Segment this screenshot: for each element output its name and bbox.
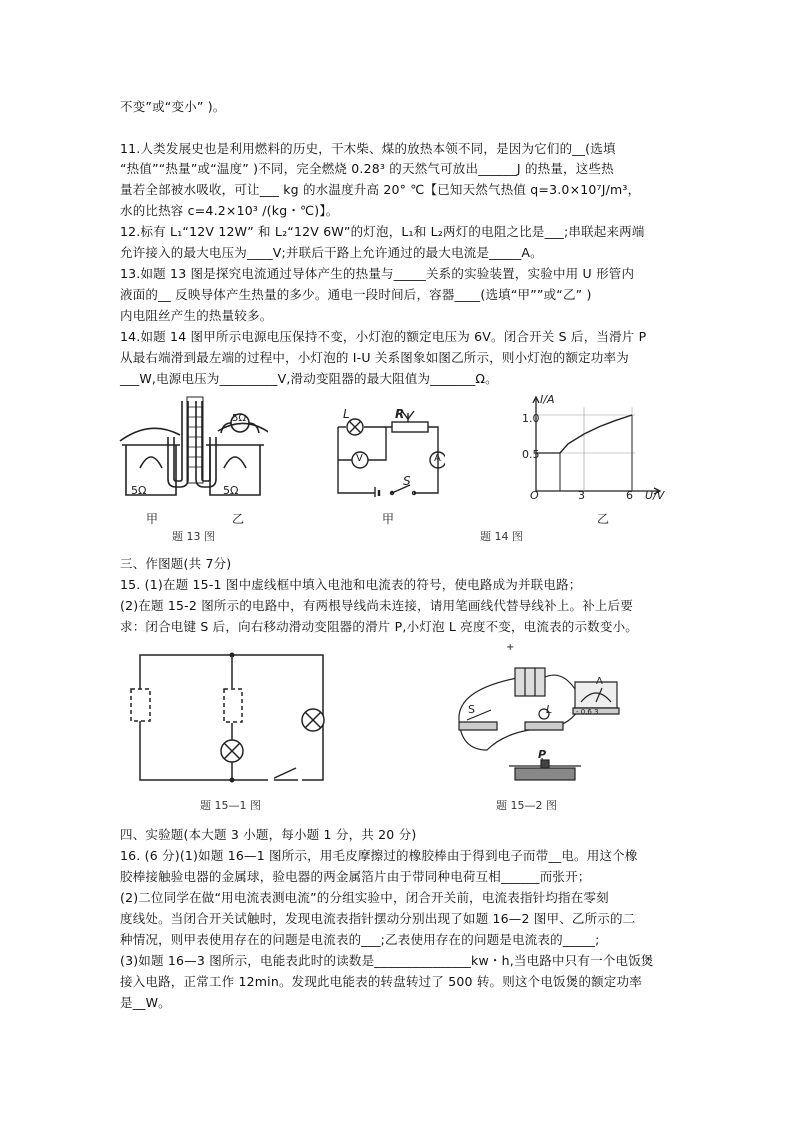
fig15-1-caption: 题 15—1 图 [200, 799, 261, 812]
question-16-line-5: 种情况，则甲表使用存在的问题是电流表的___;乙表使用存在的问题是电流表的_____; [120, 932, 600, 947]
fig15-2-label-S: S [468, 703, 475, 716]
fig15-2-meter-scale: - 0.6 3 [576, 708, 599, 716]
question-16-line-2: 胶棒接触验电器的金属球，验电器的两金属箔片由于带同种电荷互相______而张开； [120, 869, 591, 884]
question-12-line-1: 12.标有 L₁“12V 12W” 和 L₂“12V 6W”的灯泡，L₁和 L₂两灯的电阻之比是___;串联起来两端 [120, 224, 645, 239]
fig14-x-tick-3: 3 [578, 489, 585, 502]
fig13-resistor-outer-label: 5Ω [232, 413, 247, 424]
fig13-resistor-left-label: 5Ω [131, 484, 147, 497]
fig14-label-R: R [395, 407, 405, 421]
fig14-y-tick-1: 1.0 [522, 412, 540, 425]
text-line-0: 不变”或“变小” )。 [120, 99, 226, 114]
fig13-label-yi: 乙 [232, 512, 245, 526]
question-15-line-3: 求：闭合电键 S 后，向右移动滑动变阻器的滑片 P,小灯泡 L 亮度不变，电流表的示数变小。 [120, 619, 638, 634]
fig13-resistor-right-label: 5Ω [223, 484, 239, 497]
fig14-label-L: L [343, 407, 350, 421]
question-16-line-7: 接入电路，正常工作 12min。发现此电能表的转盘转过了 500 转。则这个电饭煲的额定功率 [120, 974, 642, 989]
iu-curve [560, 415, 632, 453]
figure-15-2-apparatus [447, 650, 627, 790]
figure-14-iu-graph [518, 395, 668, 503]
question-14-line-1: 14.如题 14 图甲所示电源电压保持不变，小灯泡的额定电压为 6V。闭合开关 S 后，当滑片 P [120, 329, 647, 344]
fig15-2-label-L: L [546, 703, 553, 716]
question-13-line-2: 液面的__ 反映导体产生热量的多少。通电一段时间后，容器____(选填“甲””或“乙” ) [120, 287, 592, 302]
question-15-line-2: (2)在题 15-2 图所示的电路中，有两根导线尚未连接，请用笔画线代替导线补上。补上后要 [120, 598, 634, 613]
fig15-2-label-P: P [538, 748, 547, 761]
fig14-voltmeter-label: V [356, 453, 363, 464]
question-13-line-3: 内电阻丝产生的热量较多。 [120, 308, 273, 323]
fig14-caption: 题 14 图 [480, 530, 523, 543]
fig14-x-tick-6: 6 [626, 489, 633, 502]
question-16-line-6: (3)如题 16—3 图所示，电能表此时的读数是_______________kw・h,当电路中只有一个电饭煲 [120, 953, 654, 968]
fig14-label-jia: 甲 [382, 512, 395, 526]
fig15-2-caption: 题 15—2 图 [496, 799, 557, 812]
question-16-line-1: 16. (6 分)(1)如题 16—1 图所示，用毛皮摩擦过的橡胶棒由于得到电子而带__电。用这个橡 [120, 848, 638, 863]
question-16-line-4: 度线处。当闭合开关试触时，发现电流表指针摆动分别出现了如题 16—2 图甲、乙所示的二 [120, 911, 636, 926]
question-16-line-3: (2)二位同学在做“用电流表测电流”的分组实验中，闭合开关前，电流表指针均指在零刻 [120, 890, 609, 905]
figure-15-1-circuit [128, 650, 343, 785]
fig14-label-S: S [403, 474, 411, 488]
section-4-heading: 四、实验题(本大题 3 小题，每小题 1 分，共 20 分) [120, 827, 417, 842]
question-16-line-8: 是__W。 [120, 995, 171, 1010]
fig15-2-battery-plus: + [506, 642, 515, 653]
question-11-line-2: “热值”“热量”或“温度” )不同，完全燃烧 0.28³ 的天然气可放出______J 的热量，这些热 [120, 161, 614, 176]
fig14-ammeter-label: A [434, 453, 441, 464]
section-3-heading: 三、作图题(共 7分) [120, 556, 232, 571]
fig14-origin-label: O [530, 489, 539, 502]
fig13-caption: 题 13 图 [172, 530, 215, 543]
question-11-line-3: 量若全部被水吸收，可让___ kg 的水温度升高 20° ℃【已知天然气热值 q=3.0×10⁷J/m³， [120, 182, 641, 197]
question-11-line-4: 水的比热容 c=4.2×10³ /(kg・℃)】。 [120, 203, 339, 218]
question-14-line-2: 从最右端滑到最左端的过程中，小灯泡的 I-U 关系图象如图乙所示，则小灯泡的额定功率为 [120, 350, 629, 365]
fig14-x-axis-label: U/V [645, 489, 665, 502]
question-14-line-3: ___W,电源电压为_________V,滑动变阻器的最大阻值为_______Ω。 [120, 371, 498, 386]
fig13-label-jia: 甲 [146, 512, 159, 526]
fig14-label-yi: 乙 [597, 512, 610, 526]
question-12-line-2: 允许接入的最大电压为____V;并联后干路上允许通过的最大电流是_____A。 [120, 245, 543, 260]
question-13-line-1: 13.如题 13 图是探究电流通过导体产生的热量与_____关系的实验装置，实验中用 U 形管内 [120, 266, 635, 281]
question-11-line-1: 11.人类发展史也是利用燃料的历史，干木柴、煤的放热本领不同，是因为它们的__(选填 [120, 141, 616, 156]
fig15-2-meter-label: A [596, 676, 603, 687]
question-15-line-1: 15. (1)在题 15-1 图中虚线框中填入电池和电流表的符号，使电路成为并联电路； [120, 577, 582, 592]
fig14-y-tick-05: 0.5 [522, 448, 540, 461]
fig14-y-axis-label: I/A [540, 393, 555, 406]
